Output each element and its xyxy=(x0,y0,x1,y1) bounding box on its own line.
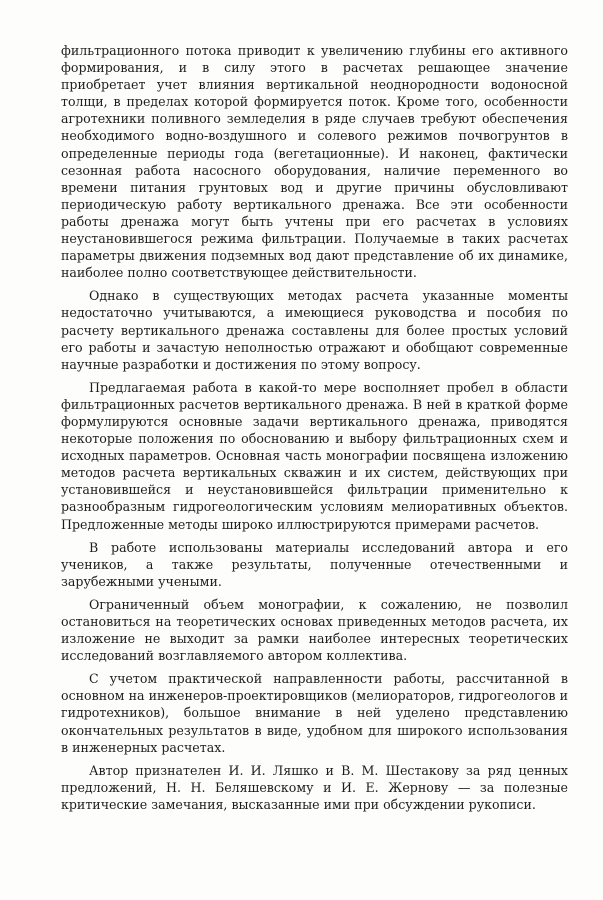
paragraph-acknowledgements: Автор признателен И. И. Ляшко и В. М. Шестакову за ряд ценных предложений, Н. Н. Беляшевскому и И. Е. Жернову — за полезные критические замечания, высказанные ими при обсуждении рукописи. xyxy=(61,762,568,812)
paragraph-limited-volume: Ограниченный объем монографии, к сожалению, не позволил остановиться на теоретических основах приведенных методов расчета, их изложение не выходит за рамки наиболее интересных теоретических исследований возглавляемого автором коллектива. xyxy=(61,596,568,664)
paragraph-continuation: фильтрационного потока приводит к увеличению глубины его активного формирования, и в силу этого в расчетах решающее значение приобретает учет влияния вертикальной неоднородности водоносной толщи, в пределах которой формируется поток. Кроме того, особенности агротехники поливного земледелия в ряде случаев требуют обеспечения необходимого водно-воздушного и солевого режимов почвогрунтов в определенные периоды года (вегетационные). И наконец, фактически сезонная работа насосного оборудования, наличие переменного во времени питания грунтовых вод и другие причины обусловливают периодическую работу вертикального дренажа. Все эти особенности работы дренажа могут быть учтены при его расчетах в условиях неустановившегося режима фильтрации. Получаемые в таких расчетах параметры движения подземных вод дают представление об их динамике, наиболее полно соответствующее действительности. xyxy=(61,43,568,281)
body-text xyxy=(61,42,568,819)
paragraph-existing-methods: Однако в существующих методах расчета указанные моменты недостаточно учитываются, а имеющиеся руководства и пособия по расчету вертикального дренажа составлены для более простых условий его работы и зачастую неполностью отражают и обобщают современные научные разработки и достижения по этому вопросу. xyxy=(61,288,568,372)
paragraph-materials-used: В работе использованы материалы исследований автора и его учеников, а также результаты, полученные отечественными и зарубежными учеными. xyxy=(61,539,568,589)
paragraph-practical-focus: С учетом практической направленности работы, рассчитанной в основном на инженеров-проектировщиков (мелиораторов, гидрогеологов и гидротехников), большое внимание в ней уделено представлению окончательных результатов в виде, удобном для широкого использования в инженерных расчетах. xyxy=(61,671,568,755)
paragraph-proposed-work: Предлагаемая работа в какой-то мере восполняет пробел в области фильтрационных расчетов вертикального дренажа. В ней в краткой форме формулируются основные задачи вертикального дренажа, приводятся некоторые положения по обоснованию и выбору фильтрационных схем и исходных параметров. Основная часть монографии посвящена изложению методов расчета вертикальных скважин и их систем, действующих при установившейся и неустановившейся фильтрации применительно к разнообразным гидрогеологическим условиям мелиоративных объектов. Предложенные методы широко иллюстрируются примерами расчетов. xyxy=(61,379,568,532)
